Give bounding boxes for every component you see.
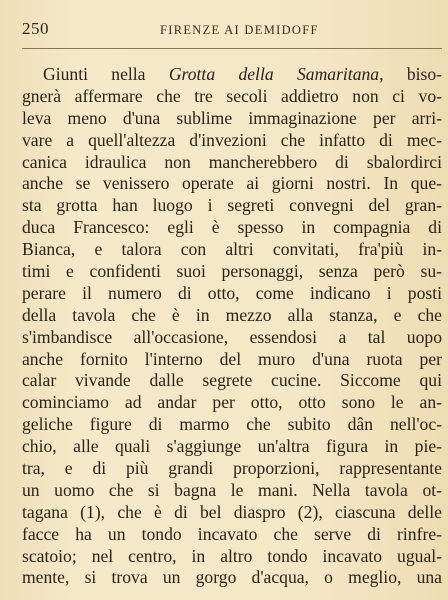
text-line: geliche figure di marmo che subito dân nell'oc- xyxy=(22,414,442,435)
text-line: chio, alle quali s'aggiunge un'altra figura in pie- xyxy=(22,436,442,457)
text-line: calar vivande dalle segrete cucine. Siccome qui xyxy=(22,370,442,391)
running-title: FIRENZE AI DEMIDOFF xyxy=(160,23,319,37)
text-line: anche se venissero operate ai giorni nostri. In que- xyxy=(22,173,442,194)
text-line: perare il numero di otto, come indicano i posti xyxy=(22,282,442,303)
text-line: s'imbandisce all'occasione, essendosi a tal uopo xyxy=(22,326,442,347)
text-line: un uomo che si bagna le mani. Nella tavola ot- xyxy=(22,479,442,500)
text-line: timi e confidenti suoi personaggi, senza però su- xyxy=(22,261,442,282)
text-line: anche fornito l'interno del muro d'una ruota per xyxy=(22,348,442,369)
page-number: 250 xyxy=(22,19,49,38)
header-rule xyxy=(22,48,442,49)
text-line: tra, e di più grandi proporzioni, rappresentante xyxy=(22,458,442,479)
text-line: vare a quell'altezza d'invezioni che infatto di mec- xyxy=(22,129,442,150)
page-header xyxy=(0,0,448,50)
text-line: gnerà affermare che tre secoli addietro non ci vo- xyxy=(22,85,442,106)
text-line: leva meno d'una sublime immaginazione per arri- xyxy=(22,107,442,128)
text-line: facce ha un tondo incavato che serve di rinfre- xyxy=(22,523,442,544)
text-line: Giunti nella Grotta della Samaritana, biso- xyxy=(43,64,443,84)
text-line: Bianca, e talora con altri convitati, fra'più in- xyxy=(22,239,442,260)
text-line: della tavola che è in mezzo alla stanza, e che xyxy=(22,304,442,325)
italic-title: Grotta della Samaritana xyxy=(168,64,380,84)
text-line: canica idraulica non mancherebbero di sbalordirci xyxy=(22,151,442,172)
text-line: scatoio; nel centro, in altro tondo incavato ugual- xyxy=(22,545,442,566)
text-line: cominciamo ad andar per otto, otto sono le an- xyxy=(22,392,442,413)
text-line: sta grotta han luogo i segreti convegni del gran- xyxy=(22,195,442,216)
text-line: tagana (1), che è di bel diaspro (2), ciascuna delle xyxy=(22,501,442,522)
text-line: mente, si trova un gorgo d'acqua, o meglio, una xyxy=(22,567,442,588)
body-text xyxy=(22,64,442,589)
text-line: duca Francesco: egli è spesso in compagnia di xyxy=(22,217,442,238)
